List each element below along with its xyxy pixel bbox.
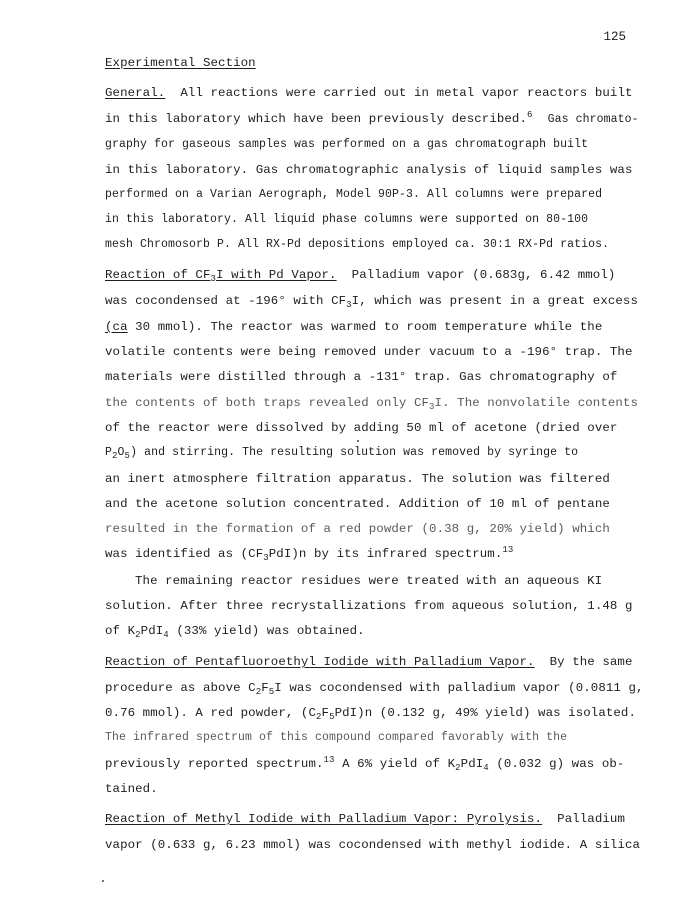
text-line [105, 624, 680, 638]
subscript: 2 [455, 763, 461, 773]
text-line [105, 238, 680, 251]
subscript: 2 [135, 630, 141, 640]
subscript: 4 [483, 763, 489, 773]
text-span: was cocondensed at -196° with CF [105, 294, 347, 308]
c2f5i-label: Reaction of Pentafluoroethyl Iodide with Palladium Vapor. [105, 655, 535, 669]
speck [357, 440, 359, 442]
text-line [105, 188, 680, 201]
text-span: was identified as (CF [105, 547, 264, 561]
reference-6: 6 [527, 110, 533, 120]
text-span: graphy for gaseous samples was performed on a gas chromatograph built [105, 138, 589, 151]
text-span: (0.032 g) was ob- [488, 757, 625, 771]
text-line [105, 112, 680, 126]
text-span: I, which was present in a great excess [351, 294, 639, 308]
reference-13: 13 [323, 755, 335, 765]
text-span: PdI)n by its infrared spectrum. [268, 547, 503, 561]
reference-13: 13 [502, 545, 514, 555]
text-line [105, 599, 680, 613]
text-span: tained. [105, 782, 158, 796]
text-span: I. The nonvolatile contents [434, 396, 639, 410]
text-span: performed on a Varian Aerograph, Model 90P-3. All columns were prepared [105, 188, 603, 201]
subscript: 4 [163, 630, 169, 640]
text-span: (ca [105, 320, 128, 334]
text-line [105, 320, 680, 334]
text-line [105, 681, 680, 695]
text-span: Reaction of CF [105, 268, 211, 282]
text-span: All reactions were carried out in metal vapor reactors built [180, 86, 633, 100]
text-span: PdI [140, 624, 164, 638]
text-span: (33% yield) was obtained. [168, 624, 365, 638]
text-span: in this laboratory. Gas chromatographic analysis of liquid samples was [105, 163, 633, 177]
subscript: 3 [429, 402, 435, 412]
text-span: ) and stirring. The resulting solution was removed by syringe to [130, 446, 579, 459]
subscript: 3 [210, 274, 217, 284]
general-label: General. [105, 86, 166, 100]
text-span: PdI [460, 757, 484, 771]
section-heading [105, 56, 256, 70]
text-line [105, 421, 680, 435]
text-line [105, 731, 680, 744]
text-span: F [261, 681, 269, 695]
text-line [105, 522, 680, 536]
text-line [105, 213, 680, 226]
text-line [105, 370, 680, 384]
subscript: 3 [263, 553, 269, 563]
subscript: 2 [112, 451, 118, 461]
text-span: P [105, 446, 113, 459]
text-span: previously reported spectrum. [105, 757, 324, 771]
text-span: materials were distilled through a -131° trap. Gas chromatography of [105, 370, 618, 384]
text-span: I with Pd Vapor. [216, 268, 337, 282]
text-span: The infrared spectrum of this compound compared favorably with the [105, 731, 568, 744]
section-heading-text: Experimental Section [105, 56, 256, 70]
text-span: A 6% yield of K [334, 757, 456, 771]
text-span: 30 mmol). The reactor was warmed to room temperature while the [127, 320, 603, 334]
text-span: PdI)n (0.132 g, 49% yield) was isolated. [334, 706, 637, 720]
text-span: Palladium [557, 812, 625, 826]
page-number: 125 [603, 30, 626, 44]
text-span: vapor (0.633 g, 6.23 mmol) was cocondensed with methyl iodide. A silica [105, 838, 641, 852]
text-span: Gas chromato- [547, 113, 639, 126]
subscript: 5 [268, 687, 275, 697]
text-span: The remaining reactor residues were treated with an aqueous KI [135, 574, 603, 588]
text-span: O [117, 446, 125, 459]
text-line [105, 547, 680, 561]
text-line [105, 345, 680, 359]
text-line [105, 655, 680, 669]
text-span: procedure as above C [105, 681, 256, 695]
text-span: mesh Chromosorb P. All RX-Pd depositions employed ca. 30:1 RX-Pd ratios. [105, 238, 610, 251]
subscript: 2 [255, 687, 262, 697]
text-span: 0.76 mmol). A red powder, (C [105, 706, 316, 720]
text-span: the contents of both traps revealed only CF [105, 396, 430, 410]
text-line [105, 138, 680, 151]
text-line [105, 446, 680, 459]
text-span: I was cocondensed with palladium vapor (0.0811 g, [274, 681, 644, 695]
text-span: By the same [549, 655, 633, 669]
text-line [105, 268, 680, 282]
text-line [105, 472, 680, 486]
text-line [105, 497, 680, 511]
subscript: 3 [346, 300, 352, 310]
text-span: of the reactor were dissolved by adding 50 ml of acetone (dried over [105, 421, 618, 435]
text-line [105, 163, 680, 177]
text-span: an inert atmosphere filtration apparatus. The solution was filtered [105, 472, 610, 486]
text-span: solution. After three recrystallizations from aqueous solution, 1.48 g [105, 599, 633, 613]
ch3i-label: Reaction of Methyl Iodide with Palladium Vapor: Pyrolysis. [105, 812, 543, 826]
subscript: 5 [124, 451, 131, 461]
subscript: 5 [329, 712, 335, 722]
text-line [105, 396, 680, 410]
text-span: of K [105, 624, 136, 638]
text-span: F [321, 706, 330, 720]
text-span: volatile contents were being removed under vacuum to a -196° trap. The [105, 345, 633, 359]
text-span: in this laboratory which have been previously described. [105, 112, 527, 126]
text-span: resulted in the formation of a red powder (0.38 g, 20% yield) which [105, 522, 610, 536]
text-line [105, 294, 680, 308]
speck [102, 880, 104, 882]
text-span: and the acetone solution concentrated. Addition of 10 ml of pentane [105, 497, 610, 511]
cf3i-label [105, 268, 337, 282]
text-line [105, 706, 680, 720]
text-span: in this laboratory. All liquid phase columns were supported on 80-100 [105, 213, 589, 226]
text-line [105, 812, 680, 826]
text-line [105, 838, 680, 852]
text-line [105, 782, 680, 796]
text-line [105, 86, 680, 100]
text-line [135, 574, 680, 588]
subscript: 2 [316, 712, 322, 722]
text-line [105, 757, 680, 771]
text-span: Palladium vapor (0.683g, 6.42 mmol) [351, 268, 616, 282]
